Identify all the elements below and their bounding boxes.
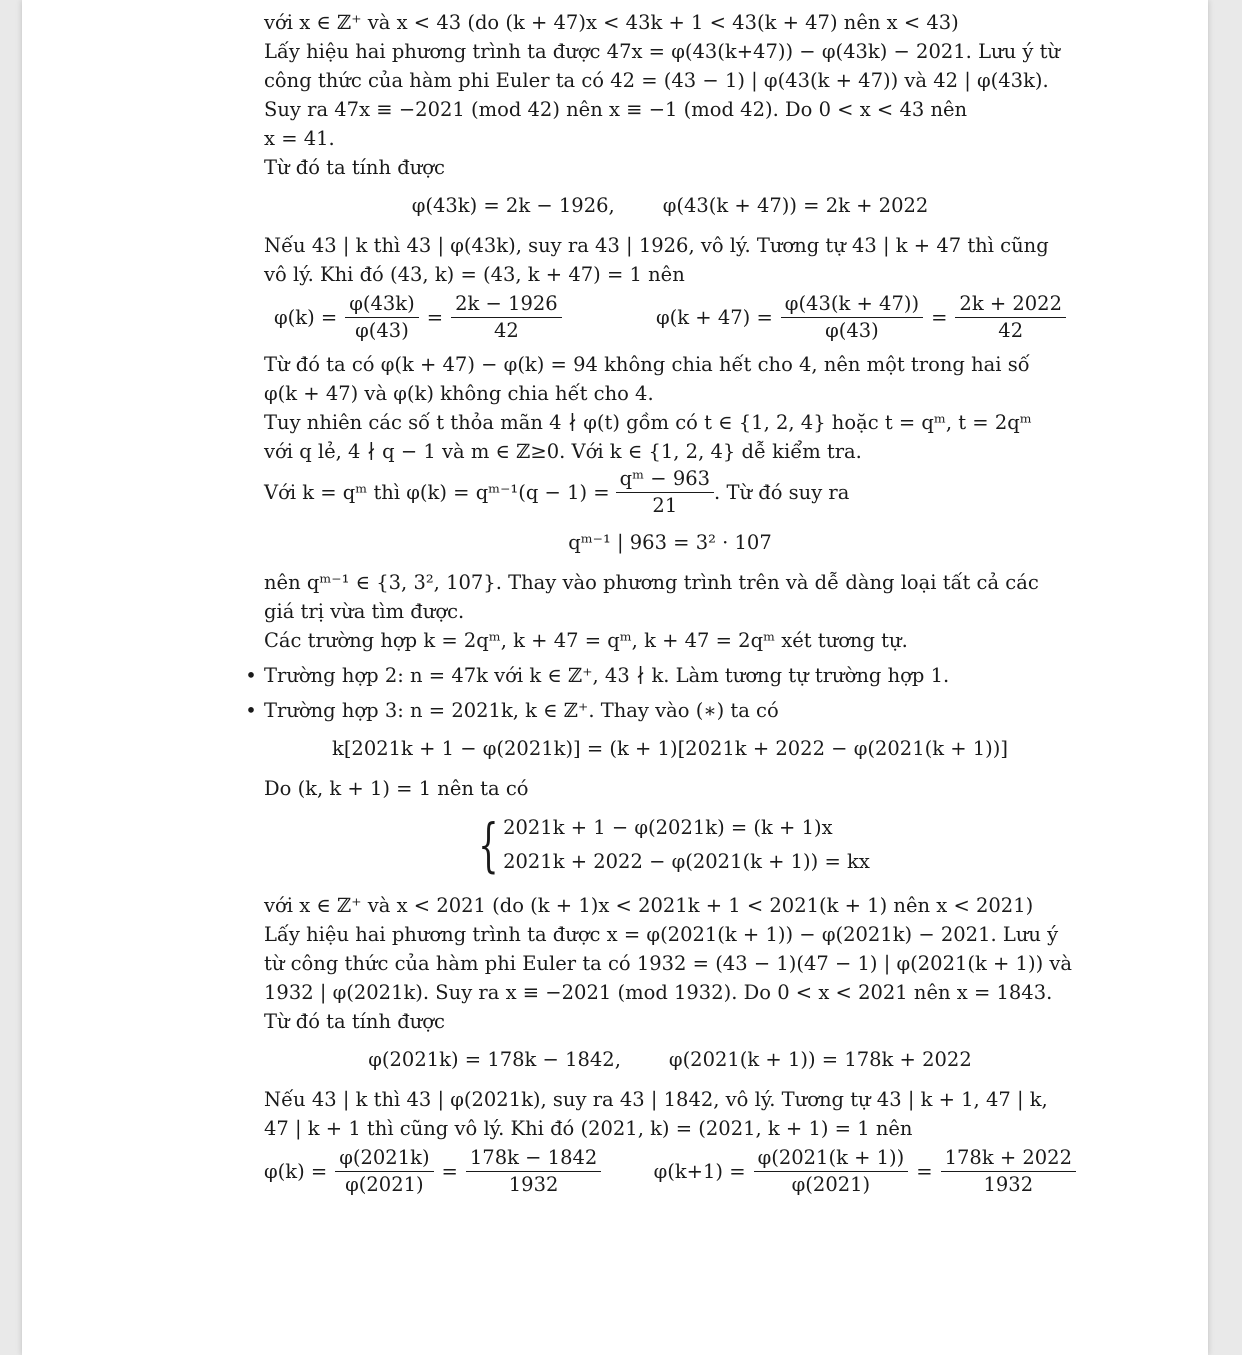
text-line: Nếu 43 | k thì 43 | φ(2021k), suy ra 43 | 1842, vô lý. Tương tự 43 | k + 1, 47 | k, [264, 1088, 1048, 1111]
text-line: Suy ra 47x ≡ −2021 (mod 42) nên x ≡ −1 (mod 42). Do 0 < x < 43 nên [264, 98, 968, 121]
fraction [781, 291, 923, 344]
text-line: Nếu 43 | k thì 43 | φ(43k), suy ra 43 | 1926, vô lý. Tương tự 43 | k + 47 thì cũng [264, 234, 1049, 257]
fraction [466, 1145, 601, 1198]
equation-part: φ(2021(k + 1)) = 178k + 2022 [668, 1048, 972, 1071]
numerator: 178k − 1842 [466, 1145, 601, 1172]
text-line: giá trị vừa tìm được. [264, 600, 465, 623]
text-line: từ công thức của hàm phi Euler ta có 1932 = (43 − 1)(47 − 1) | φ(2021(k + 1)) và [264, 952, 1073, 975]
fraction-equation [654, 1145, 1076, 1198]
bullet-icon: • [245, 664, 257, 687]
list-item-text: Trường hợp 2: n = 47k với k ∈ ℤ⁺, 43 ∤ k. Làm tương tự trường hợp 1. [264, 664, 950, 687]
equals-sign: = [916, 1160, 933, 1183]
left-brace: { [478, 811, 499, 879]
text-line: Lấy hiệu hai phương trình ta được x = φ(2021(k + 1)) − φ(2021k) − 2021. Lưu ý [264, 923, 1059, 946]
document-page [22, 0, 1208, 1355]
equation-lhs: φ(k+1) = [653, 1160, 746, 1183]
fraction-equation [274, 291, 562, 344]
numerator: 178k + 2022 [941, 1145, 1076, 1172]
fraction [754, 1145, 909, 1198]
denominator: φ(2021) [345, 1173, 424, 1196]
text-line: Lấy hiệu hai phương trình ta được 47x = φ(43(k+47)) − φ(43k) − 2021. Lưu ý từ [264, 40, 1060, 63]
fraction [451, 291, 562, 344]
numerator: qᵐ − 963 [616, 466, 714, 493]
fraction [955, 291, 1066, 344]
numerator: 2k + 2022 [955, 291, 1066, 318]
text-line [264, 466, 1076, 519]
fraction-equation [264, 1145, 601, 1198]
page-content [245, 8, 1076, 1204]
inline-text: Với k = qᵐ thì φ(k) = qᵐ⁻¹(q − 1) = [264, 481, 610, 504]
equation-part: φ(2021k) = 178k − 1842, [368, 1048, 621, 1071]
equation-part: φ(43(k + 47)) = 2k + 2022 [662, 194, 929, 217]
list-item [245, 696, 1076, 725]
denominator: 42 [493, 319, 519, 342]
numerator: φ(43k) [345, 291, 419, 318]
system-equation: 2021k + 2022 − φ(2021(k + 1)) = kx [503, 850, 870, 873]
list-item-text: Trường hợp 3: n = 2021k, k ∈ ℤ⁺. Thay vào (∗) ta có [264, 699, 779, 722]
text-line: Tuy nhiên các số t thỏa mãn 4 ∤ φ(t) gồm có t ∈ {1, 2, 4} hoặc t = qᵐ, t = 2qᵐ [264, 411, 1032, 434]
text-line: Từ đó ta tính được [264, 1010, 445, 1033]
equals-sign: = [931, 306, 948, 329]
display-equation: k[2021k + 1 − φ(2021k)] = (k + 1)[2021k + 2022 − φ(2021(k + 1))] [332, 737, 1008, 760]
denominator: 42 [998, 319, 1024, 342]
equation-part: φ(43k) = 2k − 1926, [411, 194, 615, 217]
system-lines [503, 811, 870, 879]
fraction-equation [656, 291, 1066, 344]
text-line: với x ∈ ℤ⁺ và x < 43 (do (k + 47)x < 43k + 1 < 43(k + 47) nên x < 43) [264, 11, 959, 34]
fraction [345, 291, 419, 344]
numerator: φ(43(k + 47)) [781, 291, 923, 318]
denominator: 21 [652, 494, 678, 517]
text-line: nên qᵐ⁻¹ ∈ {3, 3², 107}. Thay vào phương trình trên và dễ dàng loại tất cả các [264, 571, 1039, 594]
equation-lhs: φ(k + 47) = [656, 306, 773, 329]
fraction-equations [264, 1145, 1076, 1198]
denominator: φ(2021) [791, 1173, 871, 1196]
fraction-equations [264, 291, 1076, 344]
denominator: 1932 [508, 1173, 559, 1196]
equation-system [264, 811, 1076, 879]
text-line: Từ đó ta có φ(k + 47) − φ(k) = 94 không chia hết cho 4, nên một trong hai số [264, 353, 1030, 376]
list-item [245, 661, 1076, 690]
display-equation [264, 191, 1076, 220]
bullet-icon: • [245, 699, 257, 722]
text-line: 47 | k + 1 thì cũng vô lý. Khi đó (2021, k) = (2021, k + 1) = 1 nên [264, 1117, 913, 1140]
denominator: φ(43) [825, 319, 879, 342]
numerator: φ(2021k) [335, 1145, 433, 1172]
text-line: công thức của hàm phi Euler ta có 42 = (43 − 1) | φ(43(k + 47)) và 42 | φ(43k). [264, 69, 1049, 92]
equation-lhs: φ(k) = [274, 306, 338, 329]
system-equation: 2021k + 1 − φ(2021k) = (k + 1)x [503, 816, 833, 839]
fraction [616, 466, 714, 519]
inline-text: . Từ đó suy ra [714, 481, 850, 504]
text-line: φ(k + 47) và φ(k) không chia hết cho 4. [264, 382, 654, 405]
text-line: 1932 | φ(2021k). Suy ra x ≡ −2021 (mod 1932). Do 0 < x < 2021 nên x = 1843. [264, 981, 1053, 1004]
text-line: vô lý. Khi đó (43, k) = (43, k + 47) = 1 nên [264, 263, 685, 286]
fraction [335, 1145, 433, 1198]
display-equation [264, 1045, 1076, 1074]
numerator: φ(2021(k + 1)) [754, 1145, 909, 1172]
fraction [941, 1145, 1076, 1198]
text-line: với x ∈ ℤ⁺ và x < 2021 (do (k + 1)x < 2021k + 1 < 2021(k + 1) nên x < 2021) [264, 894, 1034, 917]
numerator: 2k − 1926 [451, 291, 562, 318]
equation-lhs: φ(k) = [264, 1160, 328, 1183]
denominator: φ(43) [355, 319, 409, 342]
equals-sign: = [426, 306, 444, 329]
text-line: x = 41. [264, 127, 335, 150]
text-line: với q lẻ, 4 ∤ q − 1 và m ∈ ℤ≥0. Với k ∈ {1, 2, 4} dễ kiểm tra. [264, 440, 862, 463]
equals-sign: = [441, 1160, 458, 1183]
text-line: Từ đó ta tính được [264, 156, 445, 179]
text-line: Do (k, k + 1) = 1 nên ta có [264, 777, 529, 800]
denominator: 1932 [983, 1173, 1034, 1196]
text-line: Các trường hợp k = 2qᵐ, k + 47 = qᵐ, k + 47 = 2qᵐ xét tương tự. [264, 629, 908, 652]
display-equation: qᵐ⁻¹ | 963 = 3² · 107 [568, 531, 772, 554]
